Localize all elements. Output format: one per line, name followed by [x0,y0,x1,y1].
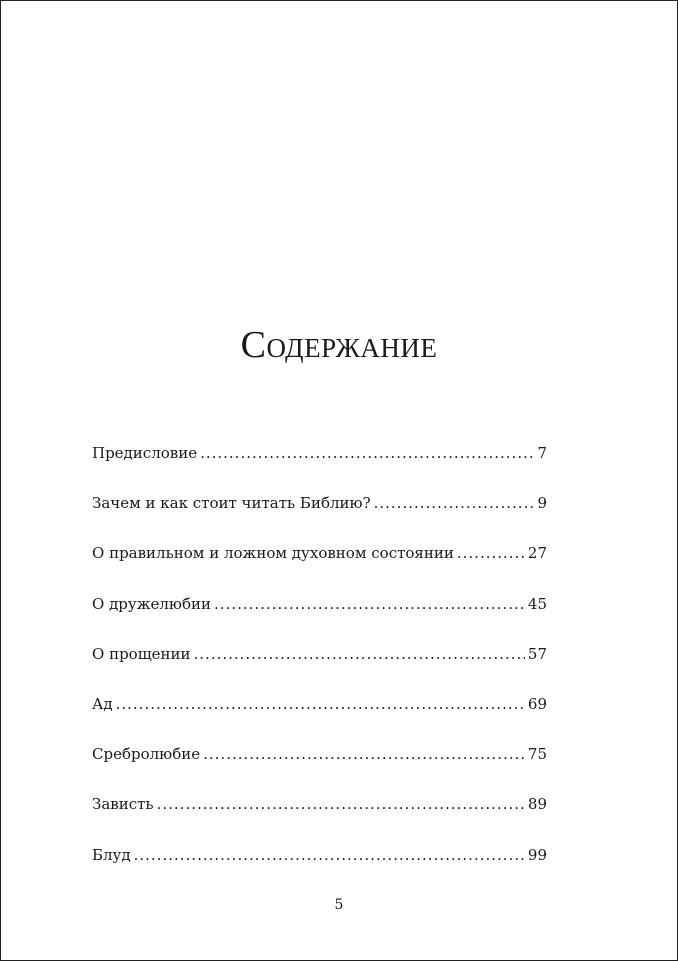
leader-dots [457,544,525,562]
toc-entry[interactable] [92,544,547,594]
toc-entry-page: 9 [537,494,547,513]
toc-entry-title: Зависть [92,795,154,814]
leader-dots [134,846,525,864]
leader-dots [157,795,525,813]
leader-dots [214,595,525,613]
toc-entry[interactable] [92,795,547,845]
toc-entry[interactable] [92,595,547,645]
toc-entry-title: О правильном и ложном духовном состоянии [92,544,454,563]
toc-entry-title: Предисловие [92,444,198,462]
toc-entry[interactable] [92,444,547,494]
toc-entry-page: 7 [537,444,547,462]
leader-dots [116,695,525,713]
toc-entry[interactable] [92,695,547,745]
table-of-contents [92,444,547,896]
toc-entry-title: Зачем и как стоит читать Библию? [92,494,371,513]
leader-dots [374,494,535,512]
page-number: 5 [334,897,344,913]
toc-entry-page: 75 [527,745,547,764]
toc-entry-page: 45 [527,594,547,613]
page-title: Содержание [240,324,438,366]
toc-entry-title: Ад [92,694,113,713]
toc-entry-title: Сребролюбие [92,745,201,764]
toc-entry-title: О дружелюбии [92,594,212,613]
toc-entry[interactable] [92,645,547,695]
toc-entry[interactable] [92,745,547,795]
toc-entry[interactable] [92,494,547,544]
toc-entry-page: 89 [527,795,547,814]
toc-entry-page: 69 [527,694,547,713]
toc-entry-page: 27 [527,544,547,563]
leader-dots [194,645,525,663]
leader-dots [203,745,525,763]
toc-entry-title: О прощении [92,644,191,663]
toc-entry-title: Блуд [92,845,131,864]
leader-dots [200,444,534,462]
toc-entry-page: 99 [527,845,547,864]
toc-entry[interactable] [92,846,547,896]
toc-entry-page: 57 [527,644,547,663]
